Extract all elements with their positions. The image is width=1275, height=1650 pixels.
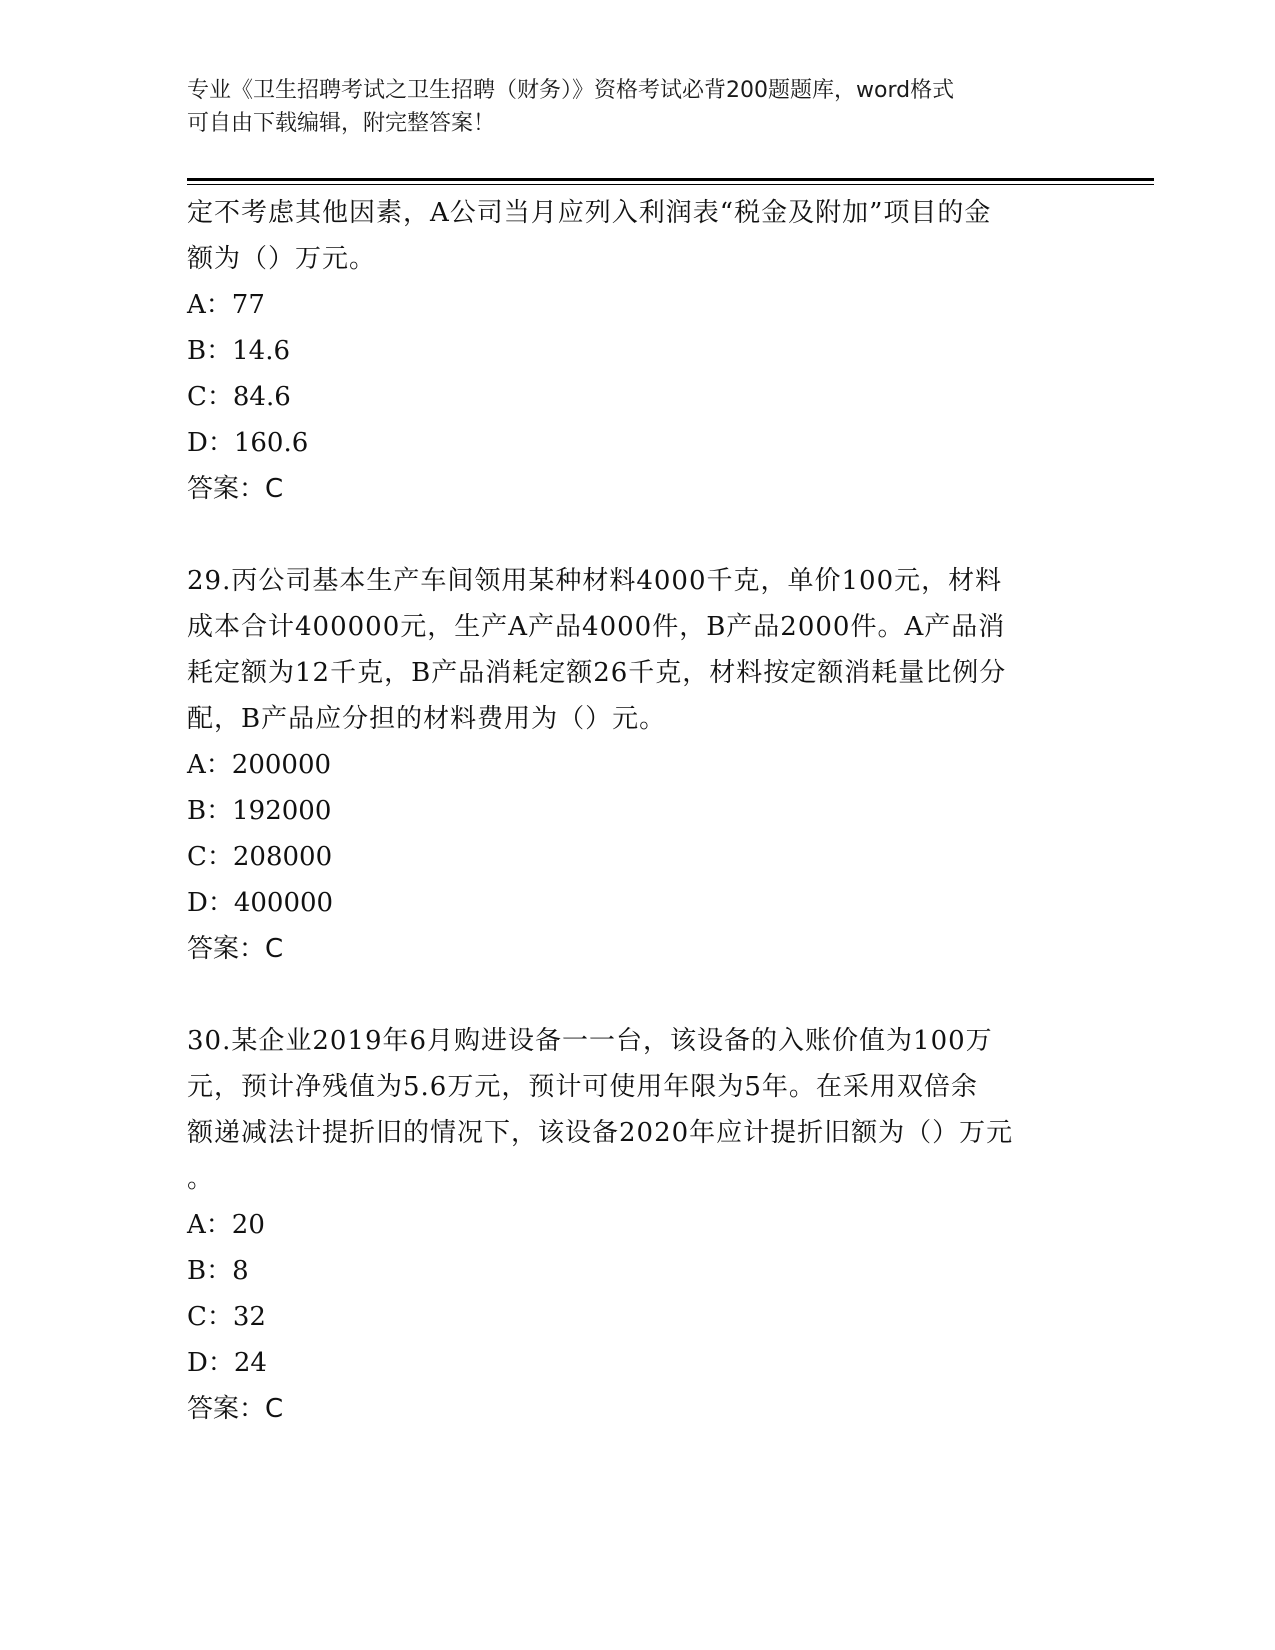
option-d: D：400000	[187, 888, 334, 918]
question-text-line: 成本合计400000元，生产A产品4000件，B产品2000件。A产品消	[187, 612, 1006, 642]
answer-line: 答案：C	[187, 1394, 284, 1424]
question-text-line: 耗定额为12千克，B产品消耗定额26千克，材料按定额消耗量比例分	[187, 658, 1007, 688]
question-text-line: 定不考虑其他因素，A公司当月应列入利润表“税金及附加”项目的金	[187, 198, 992, 228]
option-a: A：77	[187, 290, 265, 320]
question-text-line: 29.丙公司基本生产车间领用某种材料4000千克，单价100元，材料	[187, 566, 1003, 596]
header-divider-thin	[187, 184, 1154, 185]
header-title-line-2: 可自由下载编辑，附完整答案！	[187, 111, 496, 136]
document-header	[187, 74, 1067, 140]
question-29	[187, 558, 1087, 972]
document-body	[187, 190, 1087, 1432]
option-a: A：200000	[187, 750, 332, 780]
answer-line: 答案：C	[187, 474, 284, 504]
header-title-line-1: 专业《卫生招聘考试之卫生招聘（财务）》资格考试必背200题题库，word格式	[187, 78, 955, 103]
option-a: A：20	[187, 1210, 265, 1240]
option-c: C：84.6	[187, 382, 291, 412]
option-c: C：208000	[187, 842, 333, 872]
option-b: B：192000	[187, 796, 332, 826]
question-text-line: 元，预计净残值为5.6万元，预计可使用年限为5年。在采用双倍余	[187, 1072, 978, 1102]
option-d: D：160.6	[187, 428, 309, 458]
header-divider-thick	[187, 178, 1154, 181]
question-continuation	[187, 190, 1087, 512]
question-text-line: 额递减法计提折旧的情况下，该设备2020年应计提折旧额为（）万元	[187, 1118, 1014, 1148]
question-text-line: 额为（）万元。	[187, 244, 377, 274]
question-text-line: 30.某企业2019年6月购进设备一一台，该设备的入账价值为100万	[187, 1026, 993, 1056]
question-30	[187, 1018, 1087, 1432]
answer-line: 答案：C	[187, 934, 284, 964]
question-text-line: 。	[187, 1164, 215, 1194]
question-text-line: 配，B产品应分担的材料费用为（）元。	[187, 704, 667, 734]
option-b: B：14.6	[187, 336, 290, 366]
option-b: B：8	[187, 1256, 249, 1286]
option-c: C：32	[187, 1302, 266, 1332]
option-d: D：24	[187, 1348, 267, 1378]
